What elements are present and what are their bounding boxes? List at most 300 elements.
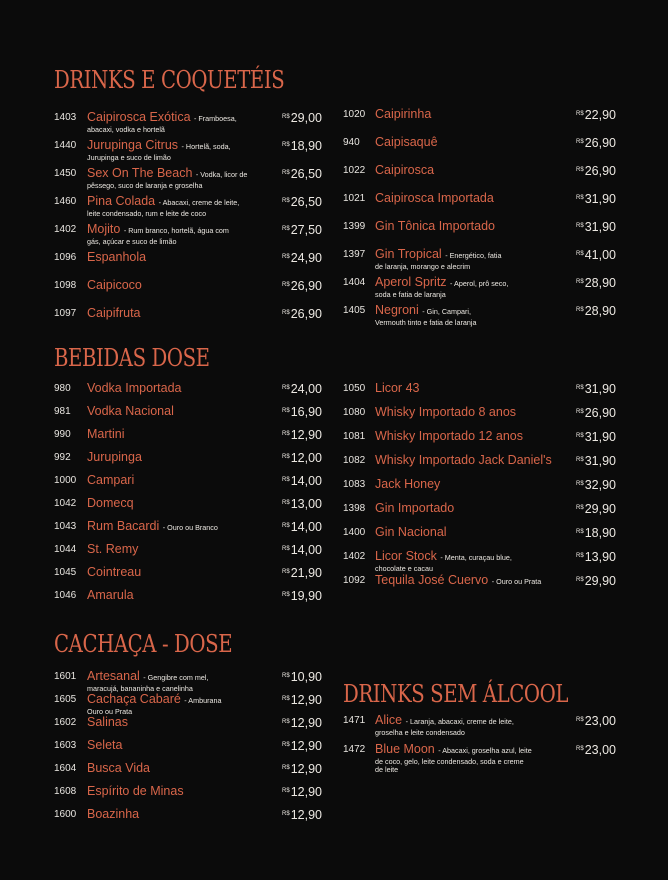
item-price	[282, 693, 322, 707]
item-code: 1097	[54, 308, 77, 319]
item-code: 992	[54, 452, 71, 463]
item-name: Blue Moon	[375, 742, 435, 756]
menu-item	[54, 669, 322, 692]
price-value: 28,90	[584, 304, 616, 318]
item-price	[282, 451, 322, 465]
item-name-block	[87, 473, 134, 487]
currency-symbol: R$	[576, 139, 584, 145]
item-name: Negroni	[375, 303, 419, 317]
item-description: Vermouth tinto e fatia de laranja	[375, 318, 477, 327]
item-name: Caipirosca	[375, 163, 435, 177]
currency-symbol: R$	[576, 251, 584, 257]
menu-item	[54, 542, 322, 565]
section-title-drinks-coqueteis: DRINKS E COQUETÉIS	[54, 66, 285, 94]
item-price	[576, 550, 616, 564]
item-name-block	[375, 135, 438, 149]
currency-symbol: R$	[576, 385, 584, 391]
item-price	[282, 474, 322, 488]
item-name-block	[87, 404, 174, 418]
item-code: 1022	[343, 165, 366, 176]
item-name-block	[87, 278, 142, 292]
item-name-block	[375, 191, 494, 205]
item-description: - Abacaxi, groselha azul, leite	[438, 746, 532, 755]
item-description: - Amburana	[184, 696, 222, 705]
item-price	[282, 307, 322, 321]
item-code: 1000	[54, 475, 77, 486]
menu-item	[343, 405, 616, 429]
item-price	[576, 382, 616, 396]
item-code: 1472	[343, 744, 366, 755]
item-description: - Gin, Campari,	[422, 307, 471, 316]
currency-symbol: R$	[282, 254, 290, 260]
item-name: Seleta	[87, 738, 123, 752]
item-name: Campari	[87, 473, 135, 487]
menu-item	[343, 713, 616, 742]
item-name: Whisky Importado 8 anos	[375, 405, 517, 419]
menu-item	[54, 761, 322, 784]
currency-symbol: R$	[282, 546, 290, 552]
section-title-bebidas-dose: BEBIDAS DOSE	[54, 344, 210, 372]
item-code: 1603	[54, 740, 77, 751]
item-name: Espanhola	[87, 250, 147, 264]
item-price	[576, 714, 616, 728]
menu-item	[54, 807, 322, 830]
price-value: 12,90	[290, 808, 322, 822]
item-name: Martini	[87, 427, 125, 441]
price-value: 19,90	[290, 589, 322, 603]
item-name-block	[87, 588, 134, 602]
currency-symbol: R$	[576, 457, 584, 463]
price-value: 21,90	[290, 566, 322, 580]
currency-symbol: R$	[282, 477, 290, 483]
currency-symbol: R$	[576, 746, 584, 752]
item-name: Boazinha	[87, 807, 140, 821]
price-value: 29,90	[584, 574, 616, 588]
item-name-block	[375, 303, 477, 327]
price-value: 31,90	[584, 220, 616, 234]
item-name-block	[375, 247, 502, 271]
item-name: Artesanal	[87, 669, 140, 683]
currency-symbol: R$	[282, 408, 290, 414]
price-value: 31,90	[584, 430, 616, 444]
price-value: 26,90	[584, 136, 616, 150]
item-price	[282, 382, 322, 396]
item-price	[282, 520, 322, 534]
item-price	[576, 406, 616, 420]
currency-symbol: R$	[282, 742, 290, 748]
currency-symbol: R$	[576, 529, 584, 535]
item-code: 1096	[54, 252, 77, 263]
item-name: Alice	[375, 713, 403, 727]
currency-symbol: R$	[576, 111, 584, 117]
menu-item	[54, 381, 322, 404]
item-price	[282, 195, 322, 209]
item-price	[282, 111, 322, 125]
currency-symbol: R$	[576, 223, 584, 229]
price-value: 32,90	[584, 478, 616, 492]
currency-symbol: R$	[576, 481, 584, 487]
item-code: 1471	[343, 715, 366, 726]
item-name: Rum Bacardi	[87, 519, 160, 533]
menu-item	[54, 138, 322, 166]
menu-item	[54, 496, 322, 519]
item-name-block	[87, 784, 184, 798]
item-code: 990	[54, 429, 71, 440]
item-description: leite condensado, rum e leite de coco	[87, 209, 207, 218]
item-name: Caipifruta	[87, 306, 141, 320]
item-name-block	[87, 738, 122, 752]
item-code: 1044	[54, 544, 77, 555]
price-value: 10,90	[290, 670, 322, 684]
item-price	[576, 248, 616, 262]
item-code: 1404	[343, 277, 366, 288]
menu-item	[343, 742, 616, 774]
item-code: 1400	[343, 527, 366, 538]
menu-item	[54, 565, 322, 588]
item-price	[576, 136, 616, 150]
currency-symbol: R$	[576, 307, 584, 313]
menu-item	[343, 163, 616, 191]
item-price	[576, 304, 616, 318]
item-code: 1046	[54, 590, 77, 601]
item-description: Ouro ou Prata	[87, 707, 133, 716]
item-description: - Laranja, abacaxi, creme de leite,	[405, 717, 514, 726]
price-value: 12,90	[290, 716, 322, 730]
item-name-block	[87, 669, 208, 693]
item-name-block	[87, 250, 146, 264]
item-name: Jurupinga	[87, 450, 142, 464]
item-price	[576, 430, 616, 444]
item-name: Jack Honey	[375, 477, 441, 491]
currency-symbol: R$	[282, 385, 290, 391]
item-price	[282, 739, 322, 753]
price-value: 28,90	[584, 276, 616, 290]
item-name: Gin Tropical	[375, 247, 442, 261]
menu-item	[54, 306, 322, 334]
currency-symbol: R$	[576, 195, 584, 201]
item-name-block	[87, 138, 231, 162]
currency-symbol: R$	[282, 198, 290, 204]
item-price	[576, 108, 616, 122]
item-code: 1600	[54, 809, 77, 820]
item-description: de coco, gelo, leite condensado, soda e creme	[375, 757, 524, 766]
item-price	[576, 276, 616, 290]
item-description: groselha e leite condensado	[375, 728, 465, 737]
price-value: 29,90	[584, 502, 616, 516]
currency-symbol: R$	[282, 114, 290, 120]
menu-item	[54, 166, 322, 194]
item-code: 1460	[54, 196, 77, 207]
currency-symbol: R$	[282, 788, 290, 794]
price-value: 23,00	[584, 743, 616, 757]
item-name: Mojito	[87, 222, 121, 236]
item-name-block	[87, 110, 237, 134]
menu-item	[54, 784, 322, 807]
item-name: Licor 43	[375, 381, 420, 395]
price-value: 24,90	[290, 251, 322, 265]
item-name: Caipicoco	[87, 278, 142, 292]
menu-item	[343, 573, 616, 597]
item-name: Gin Importado	[375, 501, 455, 515]
item-name: Busca Vida	[87, 761, 151, 775]
item-price	[282, 566, 322, 580]
menu-item	[343, 525, 616, 549]
price-value: 22,90	[584, 108, 616, 122]
item-description: - Aperol, prô seco,	[450, 279, 509, 288]
item-code: 1045	[54, 567, 77, 578]
menu-item	[54, 222, 322, 250]
item-price	[282, 251, 322, 265]
item-description: gás, açúcar e suco de limão	[87, 237, 177, 246]
menu-item	[54, 110, 322, 138]
item-name-block	[375, 525, 447, 539]
item-name-block	[375, 107, 431, 121]
item-code: 1081	[343, 431, 366, 442]
section-title-drinks-sem-alcool: DRINKS SEM ÁLCOOL	[343, 680, 569, 708]
item-name-block	[375, 405, 516, 419]
currency-symbol: R$	[282, 500, 290, 506]
currency-symbol: R$	[576, 167, 584, 173]
currency-symbol: R$	[576, 505, 584, 511]
item-name: Aperol Spritz	[375, 275, 447, 289]
item-code: 1403	[54, 112, 77, 123]
item-name-block	[375, 275, 508, 299]
item-code: 1080	[343, 407, 366, 418]
menu-item	[54, 278, 322, 306]
menu-item	[54, 715, 322, 738]
item-name-block	[375, 219, 495, 233]
menu-item	[343, 275, 616, 303]
menu-item	[54, 450, 322, 473]
item-price	[282, 808, 322, 822]
item-name-block	[87, 807, 139, 821]
item-name: Pina Colada	[87, 194, 156, 208]
currency-symbol: R$	[576, 717, 584, 723]
item-name: Vodka Importada	[87, 381, 182, 395]
item-code: 1021	[343, 193, 366, 204]
menu-item	[343, 453, 616, 477]
item-code: 1043	[54, 521, 77, 532]
item-description: Jurupinga e suco de limão	[87, 153, 171, 162]
currency-symbol: R$	[576, 279, 584, 285]
item-name-block	[375, 453, 552, 467]
item-name-block	[87, 715, 128, 729]
price-value: 14,00	[290, 543, 322, 557]
item-code: 1601	[54, 671, 77, 682]
item-name-block	[375, 713, 514, 737]
price-value: 26,90	[584, 164, 616, 178]
item-price	[282, 762, 322, 776]
price-value: 12,00	[290, 451, 322, 465]
menu-item	[343, 219, 616, 247]
section-title-cachaca-dose: CACHAÇA - DOSE	[54, 630, 233, 658]
menu-item	[54, 250, 322, 278]
item-price	[282, 785, 322, 799]
item-name-block	[375, 477, 440, 491]
item-name: Gin Tônica Importado	[375, 219, 495, 233]
item-code: 1402	[343, 551, 366, 562]
item-price	[282, 716, 322, 730]
item-name: Espírito de Minas	[87, 784, 184, 798]
item-price	[282, 543, 322, 557]
item-price	[576, 192, 616, 206]
price-value: 27,50	[290, 223, 322, 237]
menu-item	[343, 135, 616, 163]
price-value: 26,90	[290, 279, 322, 293]
item-price	[576, 454, 616, 468]
price-value: 12,90	[290, 428, 322, 442]
menu-item	[343, 107, 616, 135]
item-code: 1605	[54, 694, 77, 705]
item-name-block	[375, 549, 512, 573]
menu-item	[54, 427, 322, 450]
item-name: Whisky Importado Jack Daniel's	[375, 453, 552, 467]
item-code: 1020	[343, 109, 366, 120]
item-name: Sex On The Beach	[87, 166, 193, 180]
item-name-block	[87, 381, 182, 395]
item-description: de leite	[375, 765, 399, 774]
price-value: 13,00	[290, 497, 322, 511]
currency-symbol: R$	[282, 765, 290, 771]
item-code: 1398	[343, 503, 366, 514]
item-code: 1050	[343, 383, 366, 394]
item-name-block	[87, 166, 247, 190]
item-description: - Rum branco, hortelã, água com	[123, 226, 229, 235]
item-code: 1604	[54, 763, 77, 774]
item-name: St. Remy	[87, 542, 139, 556]
price-value: 14,00	[290, 474, 322, 488]
item-code: 981	[54, 406, 71, 417]
menu-item	[54, 519, 322, 542]
item-code: 1402	[54, 224, 77, 235]
price-value: 16,90	[290, 405, 322, 419]
item-code: 1608	[54, 786, 77, 797]
price-value: 31,90	[584, 192, 616, 206]
currency-symbol: R$	[282, 523, 290, 529]
price-value: 24,00	[290, 382, 322, 396]
menu-item	[343, 477, 616, 501]
item-name-block	[87, 194, 239, 218]
menu-item	[54, 588, 322, 611]
item-price	[576, 478, 616, 492]
item-description: abacaxi, vodka e hortelã	[87, 125, 165, 134]
menu-item	[343, 549, 616, 573]
currency-symbol: R$	[282, 170, 290, 176]
price-value: 31,90	[584, 454, 616, 468]
price-value: 12,90	[290, 693, 322, 707]
item-description: - Framboesa,	[194, 114, 237, 123]
item-description: - Gengibre com mel,	[143, 673, 209, 682]
item-name: Gin Nacional	[375, 525, 447, 539]
item-name: Caipirosca Importada	[375, 191, 494, 205]
currency-symbol: R$	[576, 553, 584, 559]
price-value: 26,50	[290, 195, 322, 209]
item-name-block	[87, 692, 221, 716]
item-name-block	[87, 427, 125, 441]
item-name-block	[87, 542, 138, 556]
item-name: Caipirosca Exótica	[87, 110, 191, 124]
item-code: 1405	[343, 305, 366, 316]
menu-item	[54, 473, 322, 496]
currency-symbol: R$	[576, 433, 584, 439]
item-name-block	[375, 742, 532, 774]
currency-symbol: R$	[282, 310, 290, 316]
item-price	[282, 167, 322, 181]
price-value: 31,90	[584, 382, 616, 396]
menu-item	[54, 194, 322, 222]
item-code: 1098	[54, 280, 77, 291]
price-value: 12,90	[290, 739, 322, 753]
price-value: 26,90	[584, 406, 616, 420]
item-price	[576, 526, 616, 540]
menu-item	[54, 692, 322, 715]
item-price	[282, 497, 322, 511]
item-description: soda e fatia de laranja	[375, 290, 446, 299]
item-name-block	[87, 519, 218, 535]
currency-symbol: R$	[282, 454, 290, 460]
price-value: 12,90	[290, 785, 322, 799]
item-price	[282, 223, 322, 237]
currency-symbol: R$	[282, 673, 290, 679]
price-value: 18,90	[290, 139, 322, 153]
item-name: Caipirinha	[375, 107, 432, 121]
item-price	[576, 574, 616, 588]
item-name: Whisky Importado 12 anos	[375, 429, 523, 443]
item-price	[282, 279, 322, 293]
item-description: - Ouro ou Prata	[491, 577, 542, 586]
menu-item	[343, 303, 616, 331]
item-name: Salinas	[87, 715, 128, 729]
item-description: - Vodka, licor de	[195, 170, 248, 179]
item-description: chocolate e cacau	[375, 564, 433, 573]
item-name-block	[87, 761, 150, 775]
item-code: 1397	[343, 249, 366, 260]
item-price	[282, 405, 322, 419]
item-code: 1082	[343, 455, 366, 466]
menu-item	[54, 404, 322, 427]
item-price	[282, 139, 322, 153]
item-description: - Energético, fatia	[445, 251, 502, 260]
item-name: Tequila José Cuervo	[375, 573, 489, 587]
item-price	[576, 743, 616, 757]
item-price	[576, 502, 616, 516]
currency-symbol: R$	[282, 142, 290, 148]
currency-symbol: R$	[282, 569, 290, 575]
item-name-block	[87, 450, 142, 464]
item-name-block	[87, 565, 141, 579]
item-description: de laranja, morango e alecrim	[375, 262, 471, 271]
item-description: - Ouro ou Branco	[162, 523, 218, 532]
currency-symbol: R$	[282, 696, 290, 702]
item-description: pêssego, suco de laranja e groselha	[87, 181, 203, 190]
currency-symbol: R$	[282, 811, 290, 817]
menu-item	[343, 429, 616, 453]
item-code: 980	[54, 383, 71, 394]
item-name: Licor Stock	[375, 549, 437, 563]
item-code: 1092	[343, 575, 366, 586]
item-name-block	[375, 163, 434, 177]
price-value: 13,90	[584, 550, 616, 564]
item-name-block	[87, 222, 229, 246]
price-value: 12,90	[290, 762, 322, 776]
price-value: 23,00	[584, 714, 616, 728]
price-value: 26,50	[290, 167, 322, 181]
item-name-block	[87, 496, 134, 510]
menu-item	[343, 191, 616, 219]
item-price	[576, 164, 616, 178]
currency-symbol: R$	[282, 226, 290, 232]
item-name: Caipisaquê	[375, 135, 438, 149]
